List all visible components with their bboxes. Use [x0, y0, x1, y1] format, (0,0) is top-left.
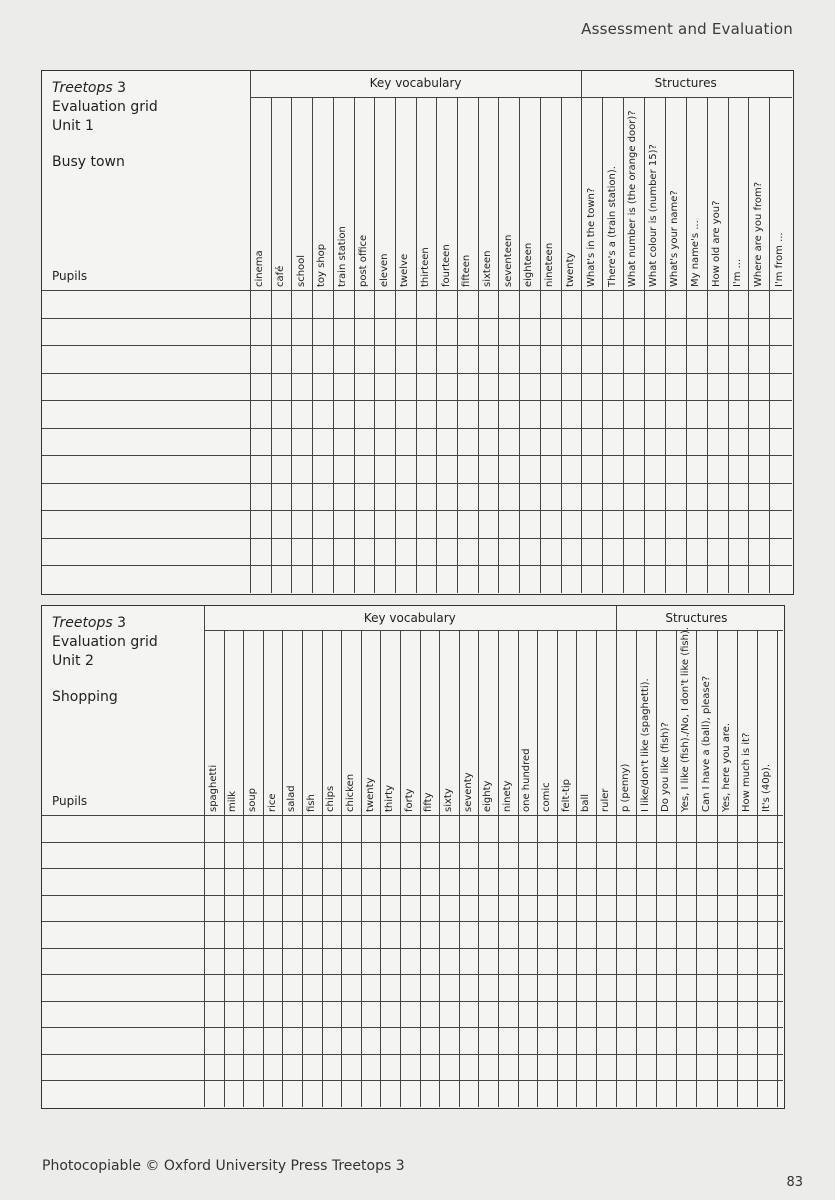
- vocabulary-column-label: forty: [403, 788, 415, 812]
- pupil-row-line: [42, 815, 783, 816]
- vocabulary-column-label: milk: [227, 790, 239, 812]
- unit-name: Busy town: [52, 154, 125, 170]
- vocabulary-column-line: [561, 97, 562, 593]
- pupil-row-line: [42, 868, 783, 869]
- label-column-divider: [250, 71, 251, 593]
- pupil-row-line: [42, 921, 783, 922]
- level-number: 3: [112, 615, 127, 631]
- vocabulary-column-line: [457, 97, 458, 593]
- vocabulary-column-label: cinema: [254, 250, 266, 287]
- vocabulary-column-label: fourteen: [440, 244, 452, 287]
- vocabulary-column-line: [271, 97, 272, 593]
- vocabulary-column-line: [436, 97, 437, 593]
- structure-column-line: [748, 97, 749, 593]
- vocabulary-column-line: [576, 630, 577, 1107]
- structure-column-line: [757, 630, 758, 1107]
- structure-column-label: My name's ...: [690, 220, 702, 287]
- pupil-row-line: [42, 510, 792, 511]
- vocabulary-column-line: [498, 630, 499, 1107]
- structure-column-line: [717, 630, 718, 1107]
- structure-column-label: p (penny): [619, 763, 631, 812]
- structure-column-line: [707, 97, 708, 593]
- vocabulary-column-label: rice: [266, 793, 278, 812]
- vocabulary-column-line: [341, 630, 342, 1107]
- pupil-row-line: [42, 483, 792, 484]
- vocabulary-column-line: [333, 97, 334, 593]
- structure-column-label: What's your name?: [669, 190, 681, 287]
- structure-column-line: [737, 630, 738, 1107]
- pupils-label: Pupils: [52, 794, 88, 808]
- pupil-row-line: [42, 538, 792, 539]
- unit-name: Shopping: [52, 689, 118, 705]
- vocabulary-column-label: nineteen: [544, 242, 556, 287]
- vocabulary-column-line: [354, 97, 355, 593]
- vocabulary-column-label: train station: [337, 226, 349, 287]
- grid-title-block: [52, 614, 158, 707]
- vocabulary-column-line: [361, 630, 362, 1107]
- vocabulary-column-label: one hundred: [521, 748, 533, 812]
- vocabulary-column-line: [557, 630, 558, 1107]
- vocabulary-column-label: ninety: [501, 780, 513, 812]
- section-divider: [616, 606, 617, 1107]
- vocabulary-column-line: [596, 630, 597, 1107]
- pupils-label: Pupils: [52, 269, 88, 283]
- vocabulary-column-line: [263, 630, 264, 1107]
- vocabulary-column-label: eighty: [482, 780, 494, 812]
- vocabulary-column-label: comic: [541, 782, 552, 812]
- key-vocabulary-label: Key vocabulary: [369, 76, 462, 90]
- structure-column-label: Where are you from?: [752, 181, 764, 287]
- section-divider: [581, 71, 582, 593]
- vocabulary-column-label: sixty: [443, 788, 454, 812]
- vocabulary-column-line: [540, 97, 541, 593]
- vocabulary-column-line: [243, 630, 244, 1107]
- vocabulary-column-line: [302, 630, 303, 1107]
- label-column-divider: [204, 606, 205, 1107]
- pupil-row-line: [42, 400, 792, 401]
- vocabulary-column-label: twenty: [364, 777, 376, 812]
- level-number: 3: [112, 80, 127, 96]
- structure-column-label: I'm from ...: [773, 232, 785, 287]
- structure-column-line: [636, 630, 637, 1107]
- vocabulary-column-label: eleven: [378, 253, 390, 287]
- grid-title-block: [52, 79, 158, 172]
- pupil-row-line: [42, 1080, 783, 1081]
- vocabulary-column-line: [395, 97, 396, 593]
- vocabulary-column-line: [518, 630, 519, 1107]
- vocabulary-column-label: post office: [357, 234, 369, 287]
- vocabulary-column-label: seventeen: [502, 234, 514, 287]
- structure-column-label: Yes, here you are.: [720, 722, 732, 812]
- vocabulary-column-label: school: [295, 254, 307, 287]
- structure-column-label: I'm ...: [731, 258, 743, 287]
- vocabulary-column-line: [459, 630, 460, 1107]
- structure-column-line: [696, 630, 697, 1107]
- vocabulary-column-label: seventy: [462, 772, 474, 812]
- vocabulary-column-line: [322, 630, 323, 1107]
- pupil-row-line: [42, 1054, 783, 1055]
- structure-column-line: [769, 97, 770, 593]
- structures-label: Structures: [665, 611, 728, 625]
- vocabulary-column-label: chips: [325, 785, 337, 812]
- structure-column-label: Can I have a (ball), please?: [700, 675, 712, 812]
- pupil-row-line: [42, 318, 792, 319]
- vocabulary-column-label: felt-tip: [560, 778, 572, 812]
- structure-column-label: How old are you?: [711, 200, 723, 287]
- vocabulary-column-line: [374, 97, 375, 593]
- pupil-row-line: [42, 428, 792, 429]
- structure-column-label: I like/don't like (spaghetti).: [639, 678, 651, 812]
- pupil-row-line: [42, 1001, 783, 1002]
- vocabulary-column-label: fish: [305, 794, 317, 812]
- section-header: Assessment and Evaluation: [581, 20, 793, 38]
- vocabulary-column-line: [291, 97, 292, 593]
- pupil-row-line: [42, 974, 783, 975]
- structure-column-line: [676, 630, 677, 1107]
- vocabulary-column-label: thirteen: [419, 247, 431, 287]
- vocabulary-column-label: fifty: [423, 792, 435, 812]
- brand-name: Treetops: [52, 80, 113, 96]
- structure-column-line: [602, 97, 603, 593]
- vocabulary-column-line: [312, 97, 313, 593]
- vocabulary-column-line: [439, 630, 440, 1107]
- vocabulary-column-label: ball: [580, 793, 592, 812]
- pupil-row-line: [42, 455, 792, 456]
- vocabulary-column-label: chicken: [345, 773, 356, 812]
- vocabulary-column-line: [282, 630, 283, 1107]
- pupil-row-line: [42, 565, 792, 566]
- structure-column-line: [686, 97, 687, 593]
- vocabulary-column-label: sixteen: [482, 250, 494, 287]
- vocabulary-column-label: salad: [286, 785, 298, 812]
- vocabulary-column-label: café: [275, 265, 287, 287]
- page-number: 83: [786, 1175, 803, 1190]
- vocabulary-column-line: [478, 630, 479, 1107]
- structure-column-label: Do you like (fish)?: [660, 722, 672, 812]
- grid-title: Evaluation grid: [52, 634, 158, 650]
- unit-label: Unit 1: [52, 118, 94, 134]
- unit-label: Unit 2: [52, 653, 94, 669]
- vocabulary-column-line: [224, 630, 225, 1107]
- vocabulary-column-line: [537, 630, 538, 1107]
- pupil-row-line: [42, 290, 792, 291]
- evaluation-grid-unit-1: [41, 70, 794, 595]
- structure-column-label: There's a (train station).: [606, 166, 618, 287]
- vocabulary-column-label: soup: [247, 787, 258, 812]
- vocabulary-column-line: [420, 630, 421, 1107]
- structure-column-label: What number is (the orange door)?: [627, 110, 639, 287]
- vocabulary-column-line: [478, 97, 479, 593]
- structure-column-label: It's (40p).: [761, 763, 773, 812]
- structure-column-label: How much is it?: [740, 732, 752, 812]
- vocabulary-column-label: toy shop: [316, 243, 328, 287]
- vocabulary-column-line: [498, 97, 499, 593]
- footer-copyright: Photocopiable © Oxford University Press Treetops 3: [42, 1158, 405, 1174]
- pupil-row-line: [42, 1027, 783, 1028]
- pupil-row-line: [42, 948, 783, 949]
- vocabulary-column-label: spaghetti: [207, 764, 219, 812]
- vocabulary-column-label: fifteen: [461, 254, 473, 287]
- vocabulary-column-label: twelve: [399, 253, 411, 287]
- structure-column-line: [644, 97, 645, 593]
- structure-column-label: What's in the town?: [585, 187, 597, 287]
- vocabulary-column-label: twenty: [564, 252, 576, 287]
- vocabulary-column-label: eighteen: [523, 242, 535, 287]
- pupil-row-line: [42, 842, 783, 843]
- structure-column-line: [728, 97, 729, 593]
- pupil-row-line: [42, 895, 783, 896]
- structure-column-line: [623, 97, 624, 593]
- header-divider: [250, 97, 792, 98]
- vocabulary-column-label: thirty: [384, 785, 396, 812]
- vocabulary-column-label: ruler: [599, 788, 611, 812]
- pupil-row-line: [42, 345, 792, 346]
- structure-column-line: [656, 630, 657, 1107]
- vocabulary-column-line: [519, 97, 520, 593]
- structure-column-label: What colour is (number 15)?: [648, 144, 660, 287]
- structure-column-line: [665, 97, 666, 593]
- key-vocabulary-label: Key vocabulary: [363, 611, 456, 625]
- evaluation-grid-unit-2: [41, 605, 785, 1109]
- vocabulary-column-line: [400, 630, 401, 1107]
- grid-title: Evaluation grid: [52, 99, 158, 115]
- structures-label: Structures: [654, 76, 717, 90]
- brand-name: Treetops: [52, 615, 113, 631]
- vocabulary-column-line: [380, 630, 381, 1107]
- structure-column-line: [777, 630, 778, 1107]
- pupil-row-line: [42, 373, 792, 374]
- structure-column-label: Yes, I like (fish)./No, I don't like (fish).: [680, 626, 692, 812]
- vocabulary-column-line: [416, 97, 417, 593]
